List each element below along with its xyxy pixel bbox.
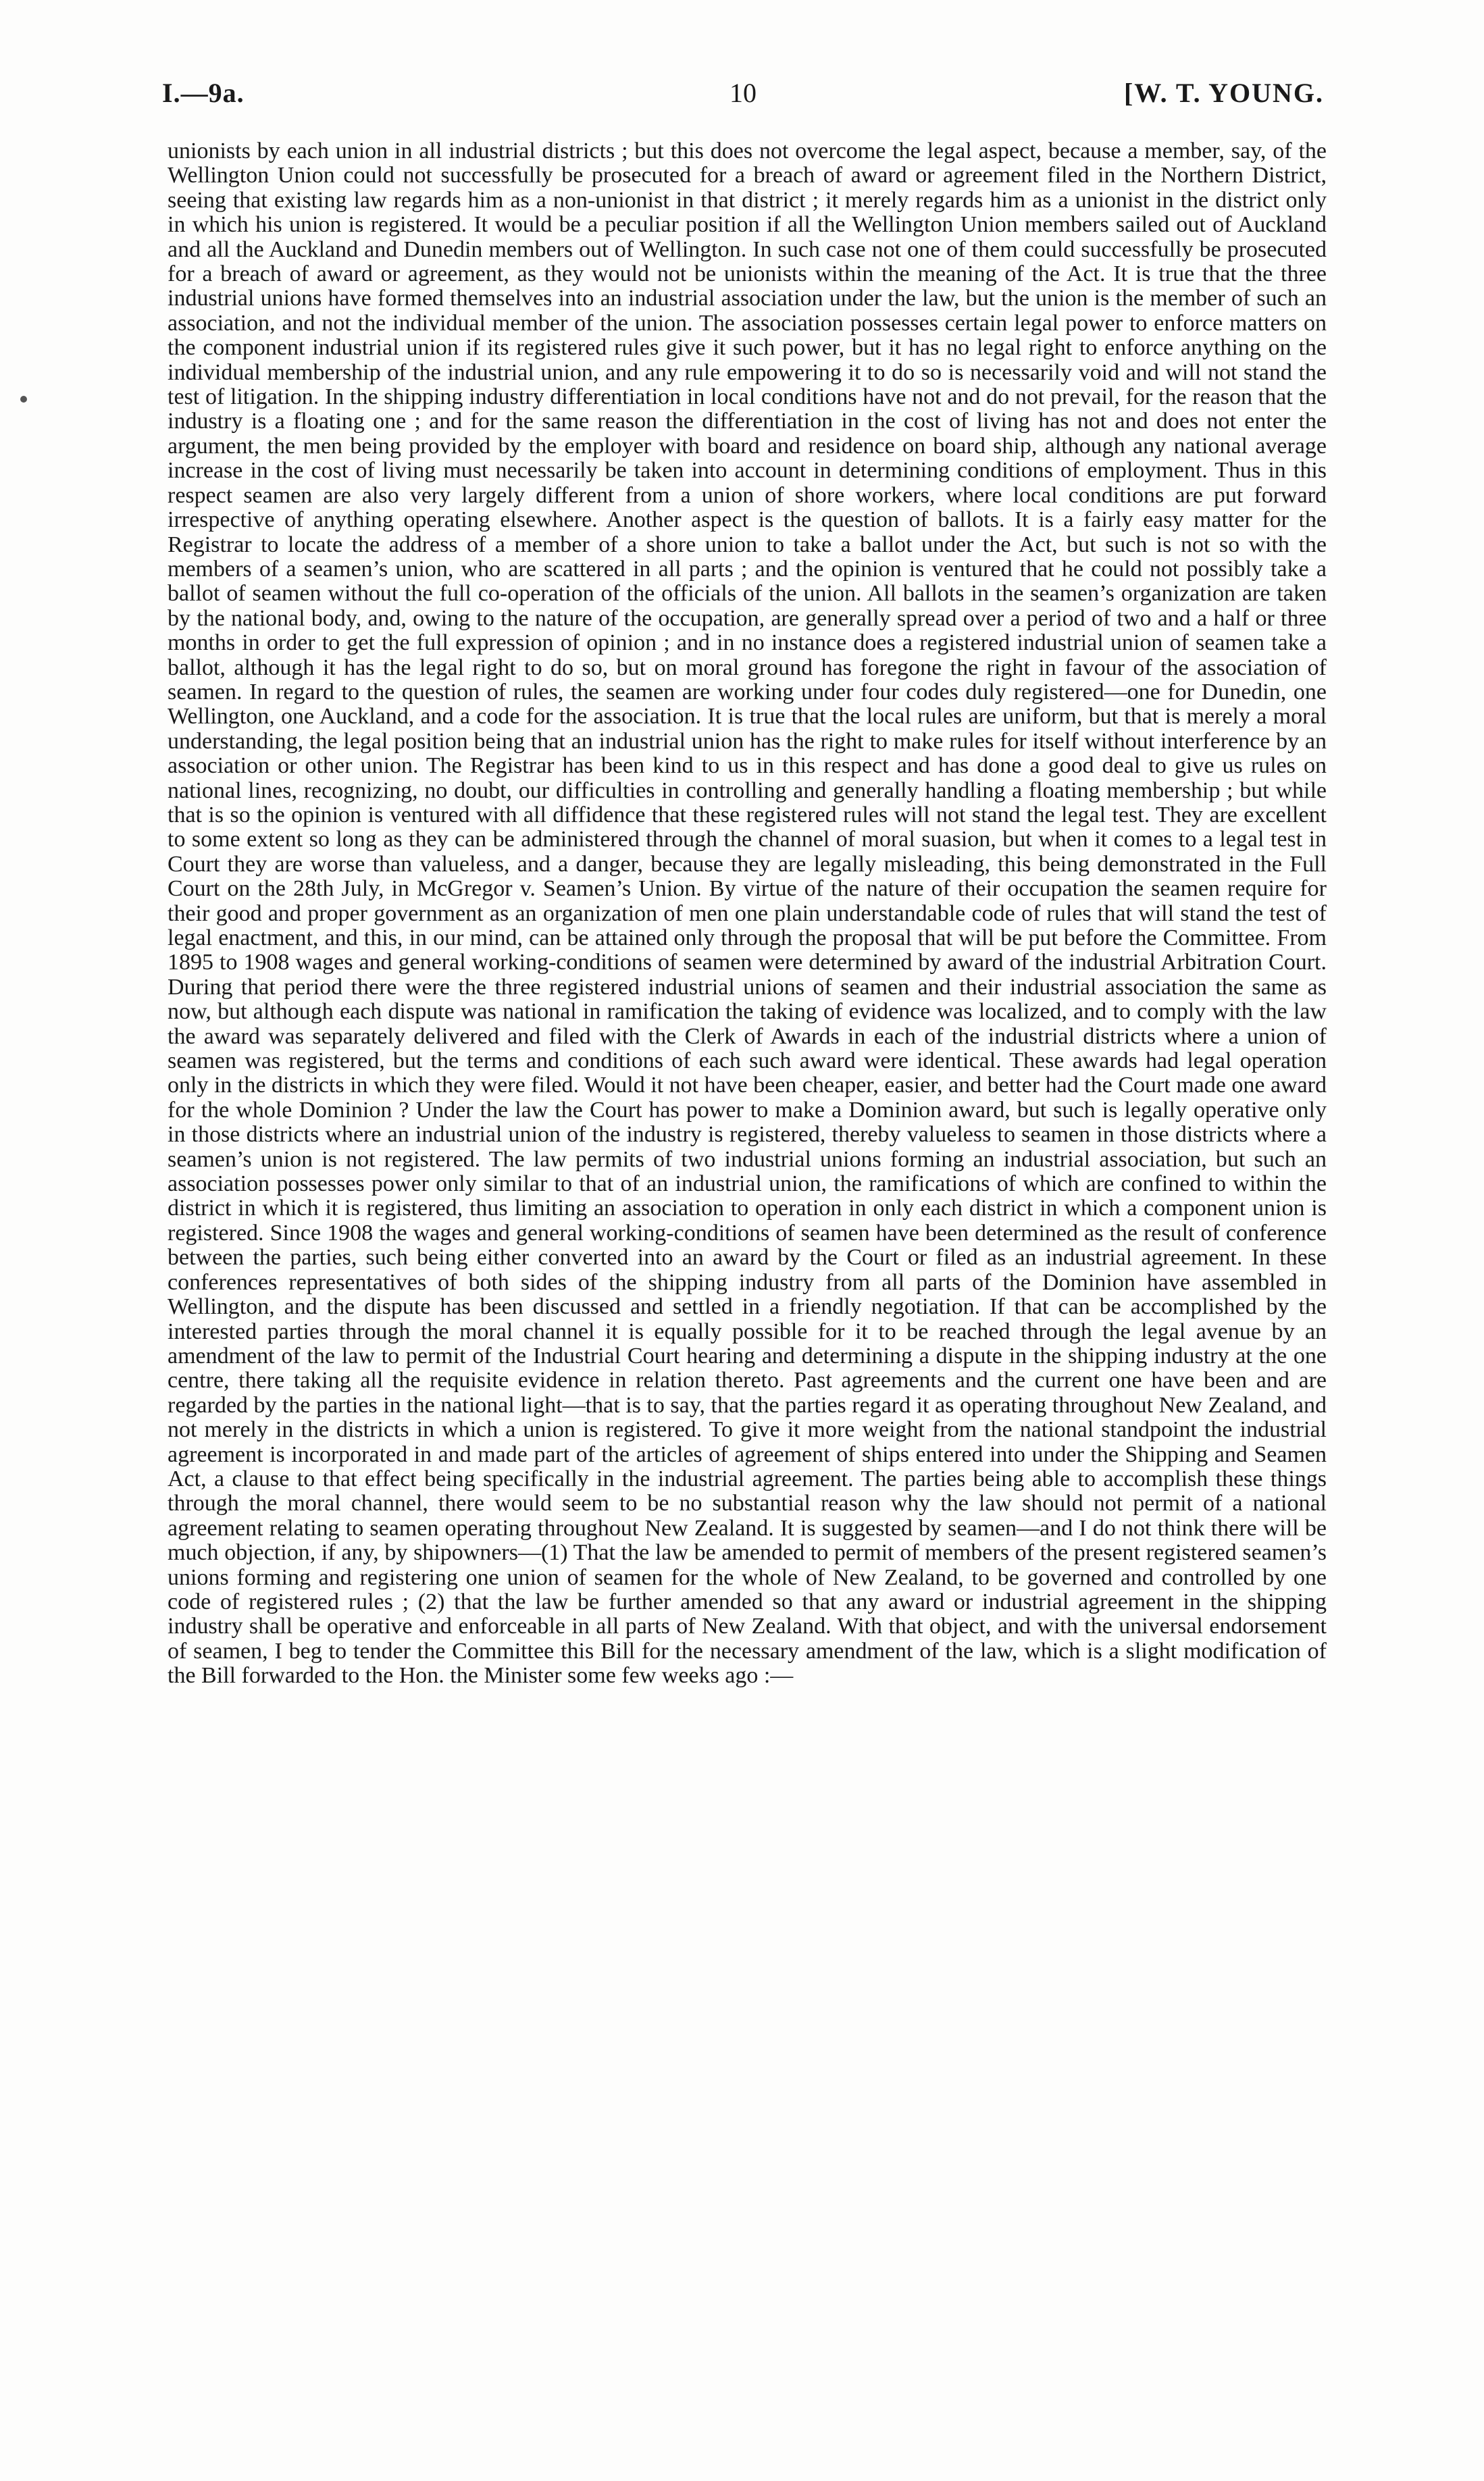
document-reference: I.—9a. [162, 78, 245, 108]
page-number: 10 [730, 78, 757, 108]
page-header [162, 73, 1324, 113]
body-text [168, 139, 1327, 1689]
margin-mark [20, 396, 27, 403]
speaker-attribution: [W. T. YOUNG. [1123, 78, 1324, 108]
paragraph: unionists by each union in all industrial districts ; but this does not overcome the legal aspect, because a member, say, of the Wellington Union could not successfully be prosecuted for a breach of award or agreement filed in the Northern District, seeing that existing law regards him as a non-unionist in that district ; it merely regards him as a unionist in the district only in which his union is registered. It would be a peculiar position if all the Wellington Union members sailed out of Auckland and all the Auckland and Dunedin members out of Wellington. In such case not one of them could successfully be prosecuted for a breach of award or agreement, as they would not be unionists within the meaning of the Act. It is true that the three industrial unions have formed themselves into an industrial association under the law, but the union is the member of such an association, and not the individual member of the union. The association possesses certain legal power to enforce matters on the component industrial union if its registered rules give it such power, but it has no legal right to enforce anything on the individual membership of the industrial union, and any rule empowering it to do so is necessarily void and will not stand the test of litigation. In the shipping industry differentiation in local conditions have not and do not prevail, for the reason that the industry is a floating one ; and for the same reason the differentiation in the cost of living has not and does not enter the argument, the men being provided by the employer with board and residence on board ship, although any national average increase in the cost of living must necessarily be taken into account in determining conditions of employment. Thus in this respect seamen are also very largely different from a union of shore workers, where local conditions are put forward irrespective of anything operating elsewhere. Another aspect is the question of ballots. It is a fairly easy matter for the Registrar to locate the address of a member of a shore union to take a ballot under the Act, but such is not so with the members of a seamen’s union, who are scattered in all parts ; and the opinion is ventured that he could not possibly take a ballot of seamen without the full co-operation of the officials of the union. All ballots in the seamen’s organization are taken by the national body, and, owing to the nature of the occupation, are generally spread over a period of two and a half or three months in order to get the full expression of opinion ; and in no instance does a registered industrial union of seamen take a ballot, although it has the legal right to do so, but on moral ground has foregone the right in favour of the association of seamen. In regard to the question of rules, the seamen are working under four codes duly registered—one for Dunedin, one Wellington, one Auckland, and a code for the association. It is true that the local rules are uniform, but that is merely a moral understanding, the legal position being that an industrial union has the right to make rules for itself without interference by an association or other union. The Registrar has been kind to us in this respect and has done a good deal to give us rules on national lines, recognizing, no doubt, our difficulties in controlling and generally handling a floating membership ; but while that is so the opinion is ventured with all diffidence that these registered rules will not stand the legal test. They are excellent to some extent so long as they can be administered through the channel of moral suasion, but when it comes to a legal test in Court they are worse than valueless, and a danger, because they are legally misleading, this being demonstrated in the Full Court on the 28th July, in McGregor v. Seamen’s Union. By virtue of the nature of their occupation the seamen require for their good and proper government as an organization of men one plain understandable code of rules that will stand the test of legal enactment, and this, in our mind, can be attained only through the proposal that will be put before the Committee. From 1895 to 1908 wages and general working-conditions of seamen were determined by award of the industrial Arbitration Court. During that period there were the three registered industrial unions of seamen and their industrial association the same as now, but although each dispute was national in ramification the taking of evidence was localized, and to comply with the law the award was separately delivered and filed with the Clerk of Awards in each of the industrial districts where a union of seamen was registered, but the terms and conditions of each such award were identical. These awards had legal operation only in the districts in which they were filed. Would it not have been cheaper, easier, and better had the Court made one award for the whole Dominion ? Under the law the Court has power to make a Dominion award, but such is legally operative only in those districts where an industrial union of the industry is registered, thereby valueless to seamen in those districts where a seamen’s union is not registered. The law permits of two industrial unions forming an industrial association, but such an association possesses power only similar to that of an industrial union, the ramifications of which are confined to within the district in which it is registered, thus limiting an association to operation in only each district in which a component union is registered. Since 1908 the wages and general working-conditions of seamen have been determined as the result of conference between the parties, such being either converted into an award by the Court or filed as an industrial agreement. In these conferences representatives of both sides of the shipping industry from all parts of the Dominion have assembled in Wellington, and the dispute has been discussed and settled in a friendly negotiation. If that can be accomplished by the interested parties through the moral channel it is equally possible for it to be reached through the legal avenue by an amendment of the law to permit of the Industrial Court hearing and determining a dispute in the shipping industry at the one centre, there taking all the requisite evidence in relation thereto. Past agreements and the current one have been and are regarded by the parties in the national light—that is to say, that the parties regard it as operating throughout New Zealand, and not merely in the districts in which a union is registered. To give it more weight from the national standpoint the industrial agreement is incorporated in and made part of the articles of agreement of ships entered into under the Shipping and Seamen Act, a clause to that effect being specifically in the industrial agreement. The parties being able to accomplish these things through the moral channel, there would seem to be no substantial reason why the law should not permit of a national agreement relating to seamen operating throughout New Zealand. It is suggested by seamen—and I do not think there will be much objection, if any, by shipowners—(1) That the law be amended to permit of members of the present registered seamen’s unions forming and registering one union of seamen for the whole of New Zealand, to be governed and controlled by one code of registered rules ; (2) that the law be further amended so that any award or industrial agreement in the shipping industry shall be operative and enforceable in all parts of New Zealand. With that object, and with the universal endorsement of seamen, I beg to tender the Committee this Bill for the necessary amendment of the law, which is a slight modification of the Bill forwarded to the Hon. the Minister some few weeks ago :— [168, 138, 1327, 1689]
